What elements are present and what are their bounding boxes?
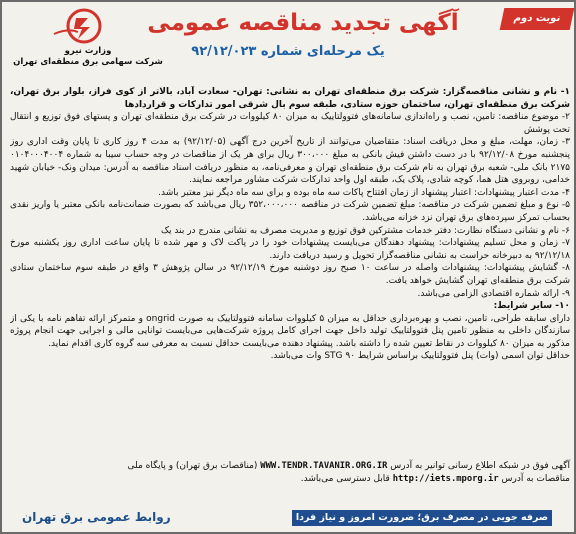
tavanir-link[interactable]: WWW.TENDR.TAVANIR.ORG.IR — [260, 461, 388, 471]
section-6: ۶- نام و نشانی دستگاه نظارت: دفتر خدمات مشترکین فوق توزیع و مدیریت مصرف به نشانی مندرج در بند یک — [160, 225, 570, 236]
section-3: ۳- زمان، مهلت، مبلغ و محل دریافت اسناد: متقاضیان می‌توانند از تاریخ آخرین درج آگهی (۹۲/۱۲/۰۵) به مدت ۴ روز کاری تا پایان وقت اداری روز پنجشنبه مورخ ۹۲/۱۲/۰۸ با در دست داشتن فیش بانکی به مبلغ ۳۰۰،۰۰۰ ریال برای هر یک از مناقصات در وجه حساب سیبا به شماره ۰۱۰۴۰۰۰۴۰۰۴ ۲۱۷۵ بانک ملی- شعبه برق تهران به نام شرکت برق منطقه‌ای تهران و معرفی‌نامه، به منظور دریافت اسناد مناقصه به آدرس: میدان ونک- خیابان شهید خدامی، روبروی هتل هما، کوچه شادی، پلاک یک، طبقه اول واحد تدارکات شرکت مشاور مراجعه نمایند. — [10, 137, 570, 186]
section-7: ۷- زمان و محل تسلیم پیشنهادات: پیشنهاد دهندگان می‌بایست پیشنهادات خود را در پاکت لاک و مهر شده تا پایان ساعت اداری روز یکشنبه مورخ ۹۲/۱۲/۱۸ به دبیرخانه حراست به نشانی مناقصه‌گزار تحویل و رسید دریافت دارند. — [10, 238, 570, 261]
section-1: ۱- نام و نشانی مناقصه‌گزار: شرکت برق منطقه‌ای تهران به نشانی: تهران- سعادت آباد، بالاتر از کوی فراز، بلوار برق تهران، شرکت برق منطقه‌ای تهران، ساختمان حوزه ستادی، طبقه سوم بال شرقی امور تدارکات و قراردادها — [10, 87, 570, 110]
notice-header — [2, 2, 576, 72]
round-badge: نوبت دوم — [500, 8, 575, 30]
section-8: ۸- گشایش پیشنهادات: پیشنهادات واصله در ساعت ۱۰ صبح روز دوشنبه مورخ ۹۲/۱۲/۱۹ در سالن پژوهش ۳ واقع در طبقه سوم ساختمان ستادی شرکت برق منطقه‌ای تهران گشایش خواهد یافت. — [10, 263, 570, 286]
ministry-name: وزارت نیرو — [64, 46, 112, 56]
public-relations: روابط عمومی برق تهران — [22, 510, 171, 524]
section-10-conditions: دارای سابقه طراحی، تامین، نصب و بهره‌برداری حداقل به میزان ۵ کیلووات سامانه فتوولتاییک به صورت ongrid و متمرکز ارائه تفاهم نامه با یکی از سازندگان داخلی به منظور تامین پنل فتوولتاییک تولید داخل جهت اجرای کامل پروژه شرکت‌هایی می‌بایست توانایی مالی و اجرایی جهت انجام پروژه مذکور به میزان ۸۰ کیلووات در نقاط تعیین شده را داشته باشد. پیشنهاد دهنده می‌بایست حداقل نسبت به معرفی سه گروه کاری اقدام نماید. — [10, 313, 570, 349]
company-name: شرکت سهامی برق منطقه‌ای تهران — [13, 57, 163, 67]
slogan-banner: صرفه جویی در مصرف برق؛ ضرورت امروز و نیاز فردا — [292, 510, 552, 526]
section-4: ۴- مدت اعتبار پیشنهادات: اعتبار پیشنهاد از زمان افتتاح پاکات سه ماه بوده و برای سه ماه دیگر نیز معتبر باشد. — [158, 187, 570, 198]
info-text: آگهی فوق در شبکه اطلاع رسانی توانیر به آدرس — [390, 461, 570, 471]
section-5: ۵- نوع و مبلغ تضمین شرکت در مناقصه: مبلغ تضمین شرکت در مناقصه ۳۵۲،۰۰۰،۰۰۰ ریال می‌باشد که بصورت ضمانت‌نامه بانکی معتبر یا واریز نقدی بحساب تمرکز سپرده‌های برق تهران نزد خزانه می‌باشد. — [10, 200, 570, 223]
section-2: ۲- موضوع مناقصه: تامین، نصب و راه‌اندازی سامانه‌های فتوولتاییک به میزان ۸۰ کیلووات در شرکت برق منطقه‌ای تهران و پستهای فوق توزیع و انتقال تحت پوشش — [10, 112, 570, 135]
national-suffix: قابل دسترسی می‌باشد. — [300, 473, 390, 484]
info-sites — [10, 460, 570, 485]
notice-footer — [2, 504, 574, 532]
tavanir-suffix: (مناقصات برق تهران) و پایگاه ملی — [127, 461, 258, 471]
company-logo-icon — [48, 8, 112, 44]
notice-title: آگهی تجدید مناقصه عمومی — [147, 10, 459, 36]
national-link[interactable]: http://iets.mporg.ir — [392, 473, 499, 484]
section-9: ۹- ارائه شماره اقتصادی الزامی می‌باشد. — [417, 288, 570, 299]
notice-body — [10, 86, 570, 482]
national-prefix: مناقصات به آدرس — [501, 473, 570, 484]
notice-number: یک مرحله‌ای شماره ۹۲/۱۲/۰۲۳ — [191, 44, 385, 59]
section-10-heading: ۱۰- سایر شرایط: — [493, 301, 570, 312]
section-10-power: حداقل توان اسمی (وات) پنل فتوولتاییک براساس شرایط STG ۹۰ وات می‌باشد. — [270, 351, 570, 362]
organization-name — [8, 46, 168, 68]
